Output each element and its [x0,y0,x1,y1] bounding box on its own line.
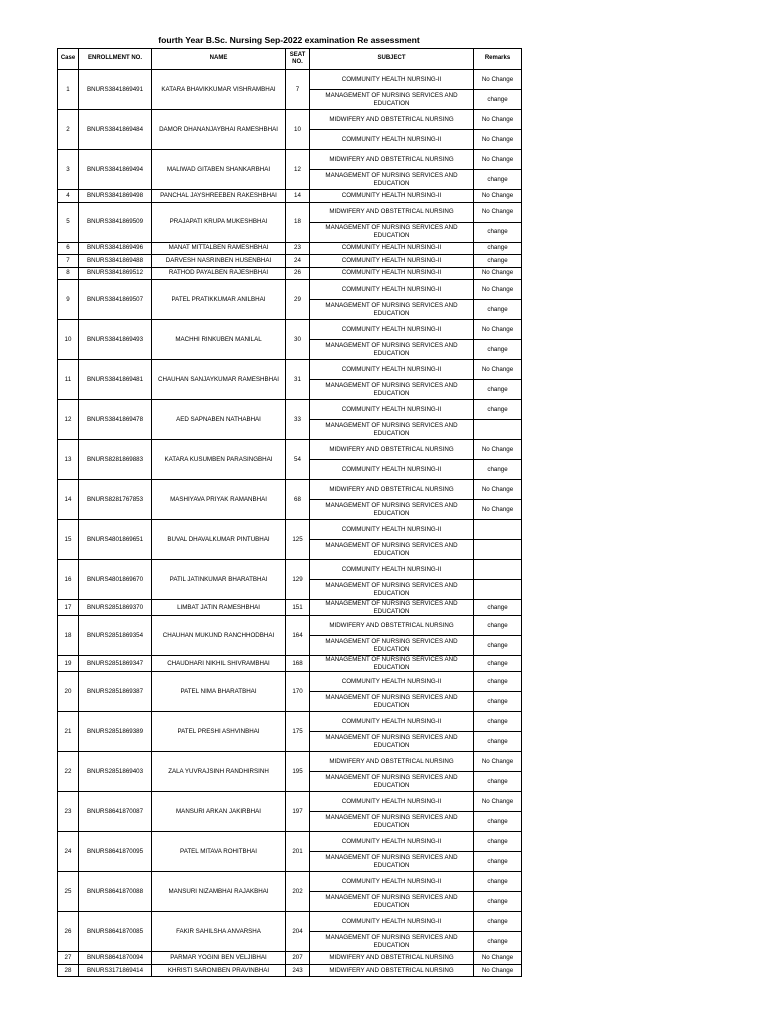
subject-cell: MANAGEMENT OF NURSING SERVICES AND EDUCATION [310,656,474,672]
case-cell: 25 [58,872,79,912]
case-cell: 20 [58,672,79,712]
remark-cell: change [474,636,522,656]
subject-cell: MANAGEMENT OF NURSING SERVICES AND EDUCATION [310,170,474,190]
remark-cell: change [474,340,522,360]
seat-cell: 175 [286,712,310,752]
subject-cell: MANAGEMENT OF NURSING SERVICES AND EDUCATION [310,852,474,872]
name-cell: CHAUHAN MUKUND RANCHHODBHAI [152,616,286,656]
case-cell: 12 [58,400,79,440]
case-cell: 22 [58,752,79,792]
remark-cell: change [474,460,522,480]
table-row [58,672,522,692]
enrollment-cell: BNURS8641870087 [79,792,152,832]
seat-cell: 195 [286,752,310,792]
remark-cell: No Change [474,190,522,203]
remark-cell: No Change [474,792,522,812]
enrollment-cell: BNURS2851869354 [79,616,152,656]
seat-cell: 207 [286,952,310,965]
remark-cell: change [474,712,522,732]
name-cell: PATEL NIMA BHARATBHAI [152,672,286,712]
enrollment-cell: BNURS8281767853 [79,480,152,520]
subject-cell: COMMUNITY HEALTH NURSING-II [310,320,474,340]
enrollment-cell: BNURS4801869670 [79,560,152,600]
subject-cell: COMMUNITY HEALTH NURSING-II [310,190,474,203]
remark-cell: change [474,170,522,190]
remark-cell: change [474,600,522,616]
name-cell: PANCHAL JAYSHREEBEN RAKESHBHAI [152,190,286,203]
case-cell: 16 [58,560,79,600]
remark-cell: change [474,832,522,852]
table-row [58,952,522,965]
seat-cell: 30 [286,320,310,360]
remark-cell: change [474,300,522,320]
enrollment-cell: BNURS8641870085 [79,912,152,952]
seat-cell: 68 [286,480,310,520]
table-header-row [58,49,522,70]
table-row [58,70,522,90]
subject-cell: MIDWIFERY AND OBSTETRICAL NURSING [310,202,474,222]
subject-cell: MIDWIFERY AND OBSTETRICAL NURSING [310,752,474,772]
subject-cell: MANAGEMENT OF NURSING SERVICES AND EDUCATION [310,600,474,616]
remark-cell: change [474,400,522,420]
enrollment-cell: BNURS3841869493 [79,320,152,360]
enrollment-cell: BNURS2851869347 [79,656,152,672]
remark-cell: No Change [474,130,522,150]
name-cell: PRAJAPATI KRUPA MUKESHBHAI [152,202,286,242]
remark-cell: No Change [474,202,522,222]
case-cell: 7 [58,255,79,268]
remark-cell: No Change [474,752,522,772]
enrollment-cell: BNURS3841869488 [79,255,152,268]
table-row [58,190,522,203]
table-row [58,912,522,932]
case-cell: 13 [58,440,79,480]
table-row [58,360,522,380]
table-row [58,600,522,616]
seat-cell: 201 [286,832,310,872]
remark-cell: change [474,672,522,692]
remark-cell: change [474,242,522,255]
name-cell: PARMAR YOGINI BEN VELJIBHAI [152,952,286,965]
enrollment-cell: BNURS8641870088 [79,872,152,912]
table-row [58,400,522,420]
remark-cell: No Change [474,280,522,300]
enrollment-cell: BNURS3171869414 [79,964,152,977]
table-row [58,320,522,340]
case-cell: 14 [58,480,79,520]
name-cell: MACHHI RINKUBEN MANILAL [152,320,286,360]
subject-cell: COMMUNITY HEALTH NURSING-II [310,672,474,692]
subject-cell: MANAGEMENT OF NURSING SERVICES AND EDUCATION [310,892,474,912]
seat-cell: 10 [286,110,310,150]
table-row [58,480,522,500]
name-cell: MANSURI ARKAN JAKIRBHAI [152,792,286,832]
reassessment-table [57,48,522,977]
remark-cell: No Change [474,70,522,90]
subject-cell: MANAGEMENT OF NURSING SERVICES AND EDUCATION [310,812,474,832]
enrollment-cell: BNURS3841869496 [79,242,152,255]
remark-cell: No Change [474,110,522,130]
remark-cell [474,580,522,600]
header-enrollment: ENROLLMENT NO. [79,49,152,70]
remark-cell: change [474,380,522,400]
case-cell: 8 [58,267,79,280]
subject-cell: MIDWIFERY AND OBSTETRICAL NURSING [310,952,474,965]
table-row [58,560,522,580]
case-cell: 26 [58,912,79,952]
remark-cell: change [474,732,522,752]
name-cell: KATARA BHAVIKKUMAR VISHRAMBHAI [152,70,286,110]
subject-cell: MANAGEMENT OF NURSING SERVICES AND EDUCATION [310,732,474,752]
name-cell: PATEL PRESHI ASHVINBHAI [152,712,286,752]
seat-cell: 26 [286,267,310,280]
remark-cell: change [474,892,522,912]
seat-cell: 204 [286,912,310,952]
subject-cell: MANAGEMENT OF NURSING SERVICES AND EDUCATION [310,932,474,952]
table-row [58,832,522,852]
remark-cell: No Change [474,440,522,460]
table-row [58,110,522,130]
remark-cell: change [474,656,522,672]
subject-cell: MIDWIFERY AND OBSTETRICAL NURSING [310,964,474,977]
enrollment-cell: BNURS3841869484 [79,110,152,150]
subject-cell: COMMUNITY HEALTH NURSING-II [310,872,474,892]
header-seat [286,49,310,70]
subject-cell: MANAGEMENT OF NURSING SERVICES AND EDUCATION [310,300,474,320]
subject-cell: MANAGEMENT OF NURSING SERVICES AND EDUCATION [310,420,474,440]
subject-cell: COMMUNITY HEALTH NURSING-II [310,520,474,540]
remark-cell: change [474,912,522,932]
page-title: fourth Year B.Sc. Nursing Sep-2022 examination Re assessment [158,35,420,45]
case-cell: 5 [58,202,79,242]
subject-cell: COMMUNITY HEALTH NURSING-II [310,912,474,932]
subject-cell: MIDWIFERY AND OBSTETRICAL NURSING [310,616,474,636]
table-row [58,872,522,892]
subject-cell: MIDWIFERY AND OBSTETRICAL NURSING [310,150,474,170]
seat-cell: 23 [286,242,310,255]
case-cell: 9 [58,280,79,320]
remark-cell: No Change [474,964,522,977]
header-case: Case [58,49,79,70]
case-cell: 11 [58,360,79,400]
table-row [58,280,522,300]
enrollment-cell: BNURS3841869512 [79,267,152,280]
name-cell: KHRISTI SARONIBEN PRAVINBHAI [152,964,286,977]
name-cell: ZALA YUVRAJSINH RANDHIRSINH [152,752,286,792]
subject-cell: COMMUNITY HEALTH NURSING-II [310,70,474,90]
subject-cell: MANAGEMENT OF NURSING SERVICES AND EDUCATION [310,692,474,712]
subject-cell: MANAGEMENT OF NURSING SERVICES AND EDUCATION [310,90,474,110]
enrollment-cell: BNURS3841869481 [79,360,152,400]
subject-cell: MANAGEMENT OF NURSING SERVICES AND EDUCATION [310,772,474,792]
case-cell: 19 [58,656,79,672]
subject-cell: MIDWIFERY AND OBSTETRICAL NURSING [310,480,474,500]
remark-cell: change [474,872,522,892]
case-cell: 24 [58,832,79,872]
name-cell: MANAT MITTALBEN RAMESHBHAI [152,242,286,255]
case-cell: 23 [58,792,79,832]
case-cell: 27 [58,952,79,965]
seat-cell: 129 [286,560,310,600]
name-cell: CHAUDHARI NIKHIL SHIVRAMBHAI [152,656,286,672]
enrollment-cell: BNURS8641870095 [79,832,152,872]
subject-cell: COMMUNITY HEALTH NURSING-II [310,360,474,380]
enrollment-cell: BNURS8641870094 [79,952,152,965]
enrollment-cell: BNURS2851869403 [79,752,152,792]
seat-cell: 202 [286,872,310,912]
remark-cell: change [474,255,522,268]
name-cell: CHAUHAN SANJAYKUMAR RAMESHBHAI [152,360,286,400]
enrollment-cell: BNURS3841869494 [79,150,152,190]
table-row [58,440,522,460]
enrollment-cell: BNURS8281869883 [79,440,152,480]
table-row [58,520,522,540]
seat-cell: 168 [286,656,310,672]
subject-cell: COMMUNITY HEALTH NURSING-II [310,560,474,580]
table-row [58,242,522,255]
header-remarks: Remarks [474,49,522,70]
name-cell: PATEL PRATIKKUMAR ANILBHAI [152,280,286,320]
remark-cell: change [474,852,522,872]
subject-cell: COMMUNITY HEALTH NURSING-II [310,255,474,268]
name-cell: AED SAPNABEN NATHABHAI [152,400,286,440]
case-cell: 2 [58,110,79,150]
case-cell: 21 [58,712,79,752]
subject-cell: MANAGEMENT OF NURSING SERVICES AND EDUCATION [310,340,474,360]
subject-cell: MANAGEMENT OF NURSING SERVICES AND EDUCATION [310,636,474,656]
enrollment-cell: BNURS3841869491 [79,70,152,110]
seat-cell: 151 [286,600,310,616]
seat-cell: 14 [286,190,310,203]
subject-cell: MIDWIFERY AND OBSTETRICAL NURSING [310,110,474,130]
remark-cell: No Change [474,500,522,520]
remark-cell [474,560,522,580]
remark-cell: change [474,616,522,636]
subject-cell: COMMUNITY HEALTH NURSING-II [310,400,474,420]
table-row [58,267,522,280]
name-cell: BUVAL DHAVALKUMAR PINTUBHAI [152,520,286,560]
subject-cell: MANAGEMENT OF NURSING SERVICES AND EDUCATION [310,380,474,400]
enrollment-cell: BNURS3841869507 [79,280,152,320]
table-row [58,712,522,732]
case-cell: 1 [58,70,79,110]
seat-cell: 18 [286,202,310,242]
remark-cell: change [474,772,522,792]
enrollment-cell: BNURS3841869509 [79,202,152,242]
seat-cell: 33 [286,400,310,440]
remark-cell [474,420,522,440]
table-row [58,964,522,977]
subject-cell: COMMUNITY HEALTH NURSING-II [310,792,474,812]
seat-cell: 170 [286,672,310,712]
table-row [58,616,522,636]
seat-cell: 24 [286,255,310,268]
case-cell: 28 [58,964,79,977]
subject-cell: COMMUNITY HEALTH NURSING-II [310,267,474,280]
subject-cell: COMMUNITY HEALTH NURSING-II [310,712,474,732]
header-seat-line1: SEAT [289,51,306,58]
remark-cell [474,520,522,540]
remark-cell: No Change [474,150,522,170]
enrollment-cell: BNURS3841869498 [79,190,152,203]
case-cell: 6 [58,242,79,255]
name-cell: FAKIR SAHILSHA ANVARSHA [152,912,286,952]
name-cell: RATHOD PAYALBEN RAJESHBHAI [152,267,286,280]
remark-cell: No Change [474,267,522,280]
table-row [58,255,522,268]
name-cell: PATIL JATINKUMAR BHARATBHAI [152,560,286,600]
seat-cell: 7 [286,70,310,110]
name-cell: PATEL MITAVA ROHITBHAI [152,832,286,872]
subject-cell: COMMUNITY HEALTH NURSING-II [310,832,474,852]
seat-cell: 12 [286,150,310,190]
seat-cell: 243 [286,964,310,977]
seat-cell: 125 [286,520,310,560]
seat-cell: 197 [286,792,310,832]
enrollment-cell: BNURS4801869651 [79,520,152,560]
remark-cell: change [474,222,522,242]
table-row [58,150,522,170]
remark-cell [474,540,522,560]
case-cell: 3 [58,150,79,190]
remark-cell: No Change [474,952,522,965]
remark-cell: No Change [474,320,522,340]
case-cell: 4 [58,190,79,203]
subject-cell: MANAGEMENT OF NURSING SERVICES AND EDUCATION [310,540,474,560]
enrollment-cell: BNURS2851869370 [79,600,152,616]
name-cell: MALIWAD GITABEN SHANKARBHAI [152,150,286,190]
remark-cell: change [474,692,522,712]
name-cell: DARVESH NASRINBEN HUSENBHAI [152,255,286,268]
subject-cell: COMMUNITY HEALTH NURSING-II [310,460,474,480]
seat-cell: 54 [286,440,310,480]
enrollment-cell: BNURS2851869389 [79,712,152,752]
enrollment-cell: BNURS2851869387 [79,672,152,712]
case-cell: 15 [58,520,79,560]
table-row [58,202,522,222]
subject-cell: MANAGEMENT OF NURSING SERVICES AND EDUCATION [310,500,474,520]
name-cell: MASHIYAVA PRIYAK RAMANBHAI [152,480,286,520]
header-subject: SUBJECT [310,49,474,70]
header-seat-line2: NO. [292,59,303,65]
name-cell: LIMBAT JATIN RAMESHBHAI [152,600,286,616]
subject-cell: MANAGEMENT OF NURSING SERVICES AND EDUCATION [310,580,474,600]
subject-cell: COMMUNITY HEALTH NURSING-II [310,242,474,255]
name-cell: MANSURI NIZAMBHAI RAJAKBHAI [152,872,286,912]
table-row [58,656,522,672]
case-cell: 17 [58,600,79,616]
remark-cell: No Change [474,480,522,500]
table-row [58,792,522,812]
case-cell: 18 [58,616,79,656]
subject-cell: MIDWIFERY AND OBSTETRICAL NURSING [310,440,474,460]
remark-cell: No Change [474,360,522,380]
remark-cell: change [474,812,522,832]
subject-cell: COMMUNITY HEALTH NURSING-II [310,130,474,150]
enrollment-cell: BNURS3841869478 [79,400,152,440]
seat-cell: 31 [286,360,310,400]
header-name: NAME [152,49,286,70]
remark-cell: change [474,90,522,110]
remark-cell: change [474,932,522,952]
table-row [58,752,522,772]
name-cell: KATARA KUSUMBEN PARASINGBHAI [152,440,286,480]
subject-cell: MANAGEMENT OF NURSING SERVICES AND EDUCATION [310,222,474,242]
seat-cell: 29 [286,280,310,320]
name-cell: DAMOR DHANANJAYBHAI RAMESHBHAI [152,110,286,150]
seat-cell: 164 [286,616,310,656]
subject-cell: COMMUNITY HEALTH NURSING-II [310,280,474,300]
case-cell: 10 [58,320,79,360]
table-body [58,70,522,977]
